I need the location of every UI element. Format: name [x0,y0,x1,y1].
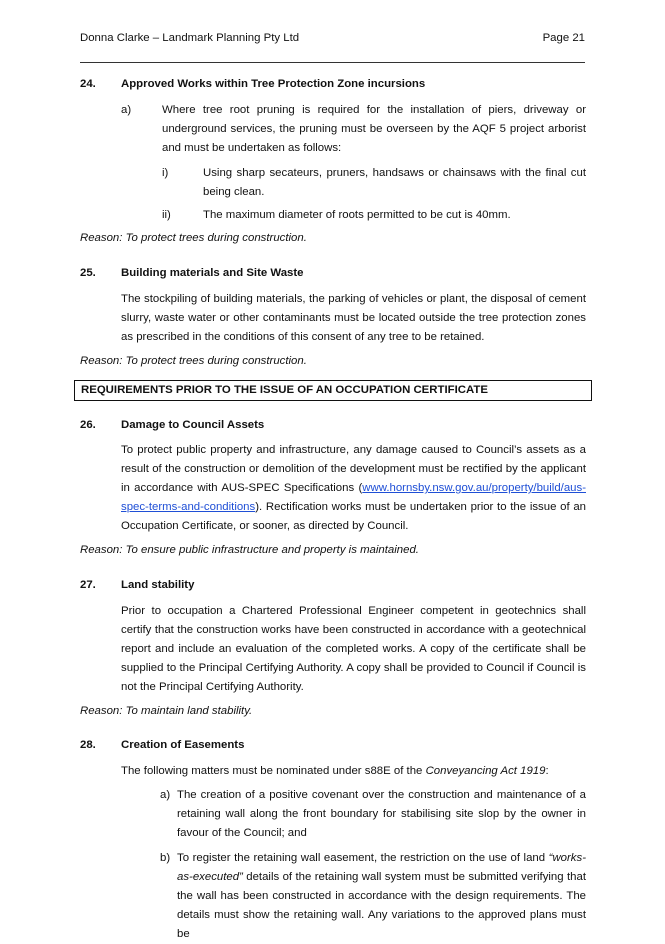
text-segment: ). Rectification works must be undertaken prior to the issue of an Occupation Certificate, or sooner, as directed by Council. [121,501,586,532]
condition-text: The stockpiling of building materials, the parking of vehicles or plant, the disposal of cement slurry, waste water or other contaminants must be located outside the tree protection zones as prescribed in the conditions of this consent of any tree to be retained. [121,293,586,343]
reason-text: Reason: To ensure public infrastructure and property is maintained. [80,544,419,556]
text-segment: details of the retaining wall system must be submitted verifying that the wall has been constructed in accordance with the design requirements. The details must show the retaining wall. Any variations to the approved plans must be [177,871,586,940]
list-item [162,206,586,225]
text-italic: “works-as-executed” [177,852,586,883]
list-label: b) [160,852,171,864]
list-item [162,164,586,202]
text-segment: To register the retaining wall easement, the restriction on the use of land [177,852,549,864]
condition-27-heading [80,577,586,593]
condition-text: Prior to occupation a Chartered Professional Engineer competent in geotechnics shall certify that the construction works have been constructed in accordance with a geotechnical report and include an evaluation of the completed works. A copy of the certificate shall be supplied to the Principal Certifying Authority. A copy shall be provided to Council if Council is not the Principal Certifying Authority. [121,605,586,693]
list-label: i) [162,167,169,179]
condition-title: Approved Works within Tree Protection Zone incursions [121,78,426,90]
page-content [80,76,586,944]
condition-25-heading [80,265,586,281]
act-name: Conveyancing Act 1919 [425,765,546,777]
list-text: Using sharp secateurs, pruners, handsaws or chainsaws with the final cut being clean. [203,167,586,198]
list-text: The creation of a positive covenant over the construction and maintenance of a retaining wall along the front boundary for stabilising site slop by the owner in favour of the Council; and [177,789,586,839]
text-segment: To protect public property and infrastructure, any damage caused to Council’s assets as a result of the construction or demolition of the development must be rectified by the applicant in accordance with AUS-SPEC Specifications ( [121,444,586,494]
condition-number: 27. [80,579,96,591]
condition-text [121,441,586,536]
header-author: Donna Clarke – Landmark Planning Pty Ltd [80,32,300,44]
condition-text [121,762,586,781]
list-text: Where tree root pruning is required for the installation of piers, driveway or underground services, the pruning must be overseen by the AQF 5 project arborist and must be undertaken as follows: [162,104,586,154]
header-rule [80,62,585,63]
list-item [121,101,586,158]
condition-28-heading [80,737,586,753]
text-segment: : [545,765,549,777]
page-header [80,32,585,48]
page-number: Page 21 [542,32,585,44]
list-item [160,786,586,843]
easement-list [160,786,586,944]
list-text [177,849,586,944]
aus-spec-link[interactable]: www.hornsby.nsw.gov.au/property/build/aus-spec-terms-and-conditions [121,482,586,513]
list-label: a) [121,104,132,116]
condition-title: Creation of Easements [121,739,245,751]
section-banner: REQUIREMENTS PRIOR TO THE ISSUE OF AN OCCUPATION CERTIFICATE [74,380,592,401]
condition-number: 26. [80,419,96,431]
condition-title: Land stability [121,579,195,591]
condition-24-heading [80,76,586,92]
condition-26-heading [80,417,586,433]
list-item [160,849,586,944]
reason-text: Reason: To maintain land stability. [80,705,253,717]
list-label: a) [160,789,171,801]
reason-text: Reason: To protect trees during construction. [80,355,307,367]
condition-title: Damage to Council Assets [121,419,265,431]
reason-text: Reason: To protect trees during construction. [80,232,307,244]
condition-number: 25. [80,267,96,279]
condition-number: 24. [80,78,96,90]
condition-number: 28. [80,739,96,751]
text-segment: The following matters must be nominated under s88E of the [121,765,426,777]
list-label: ii) [162,209,171,221]
condition-title: Building materials and Site Waste [121,267,304,279]
list-text: The maximum diameter of roots permitted to be cut is 40mm. [203,209,511,221]
